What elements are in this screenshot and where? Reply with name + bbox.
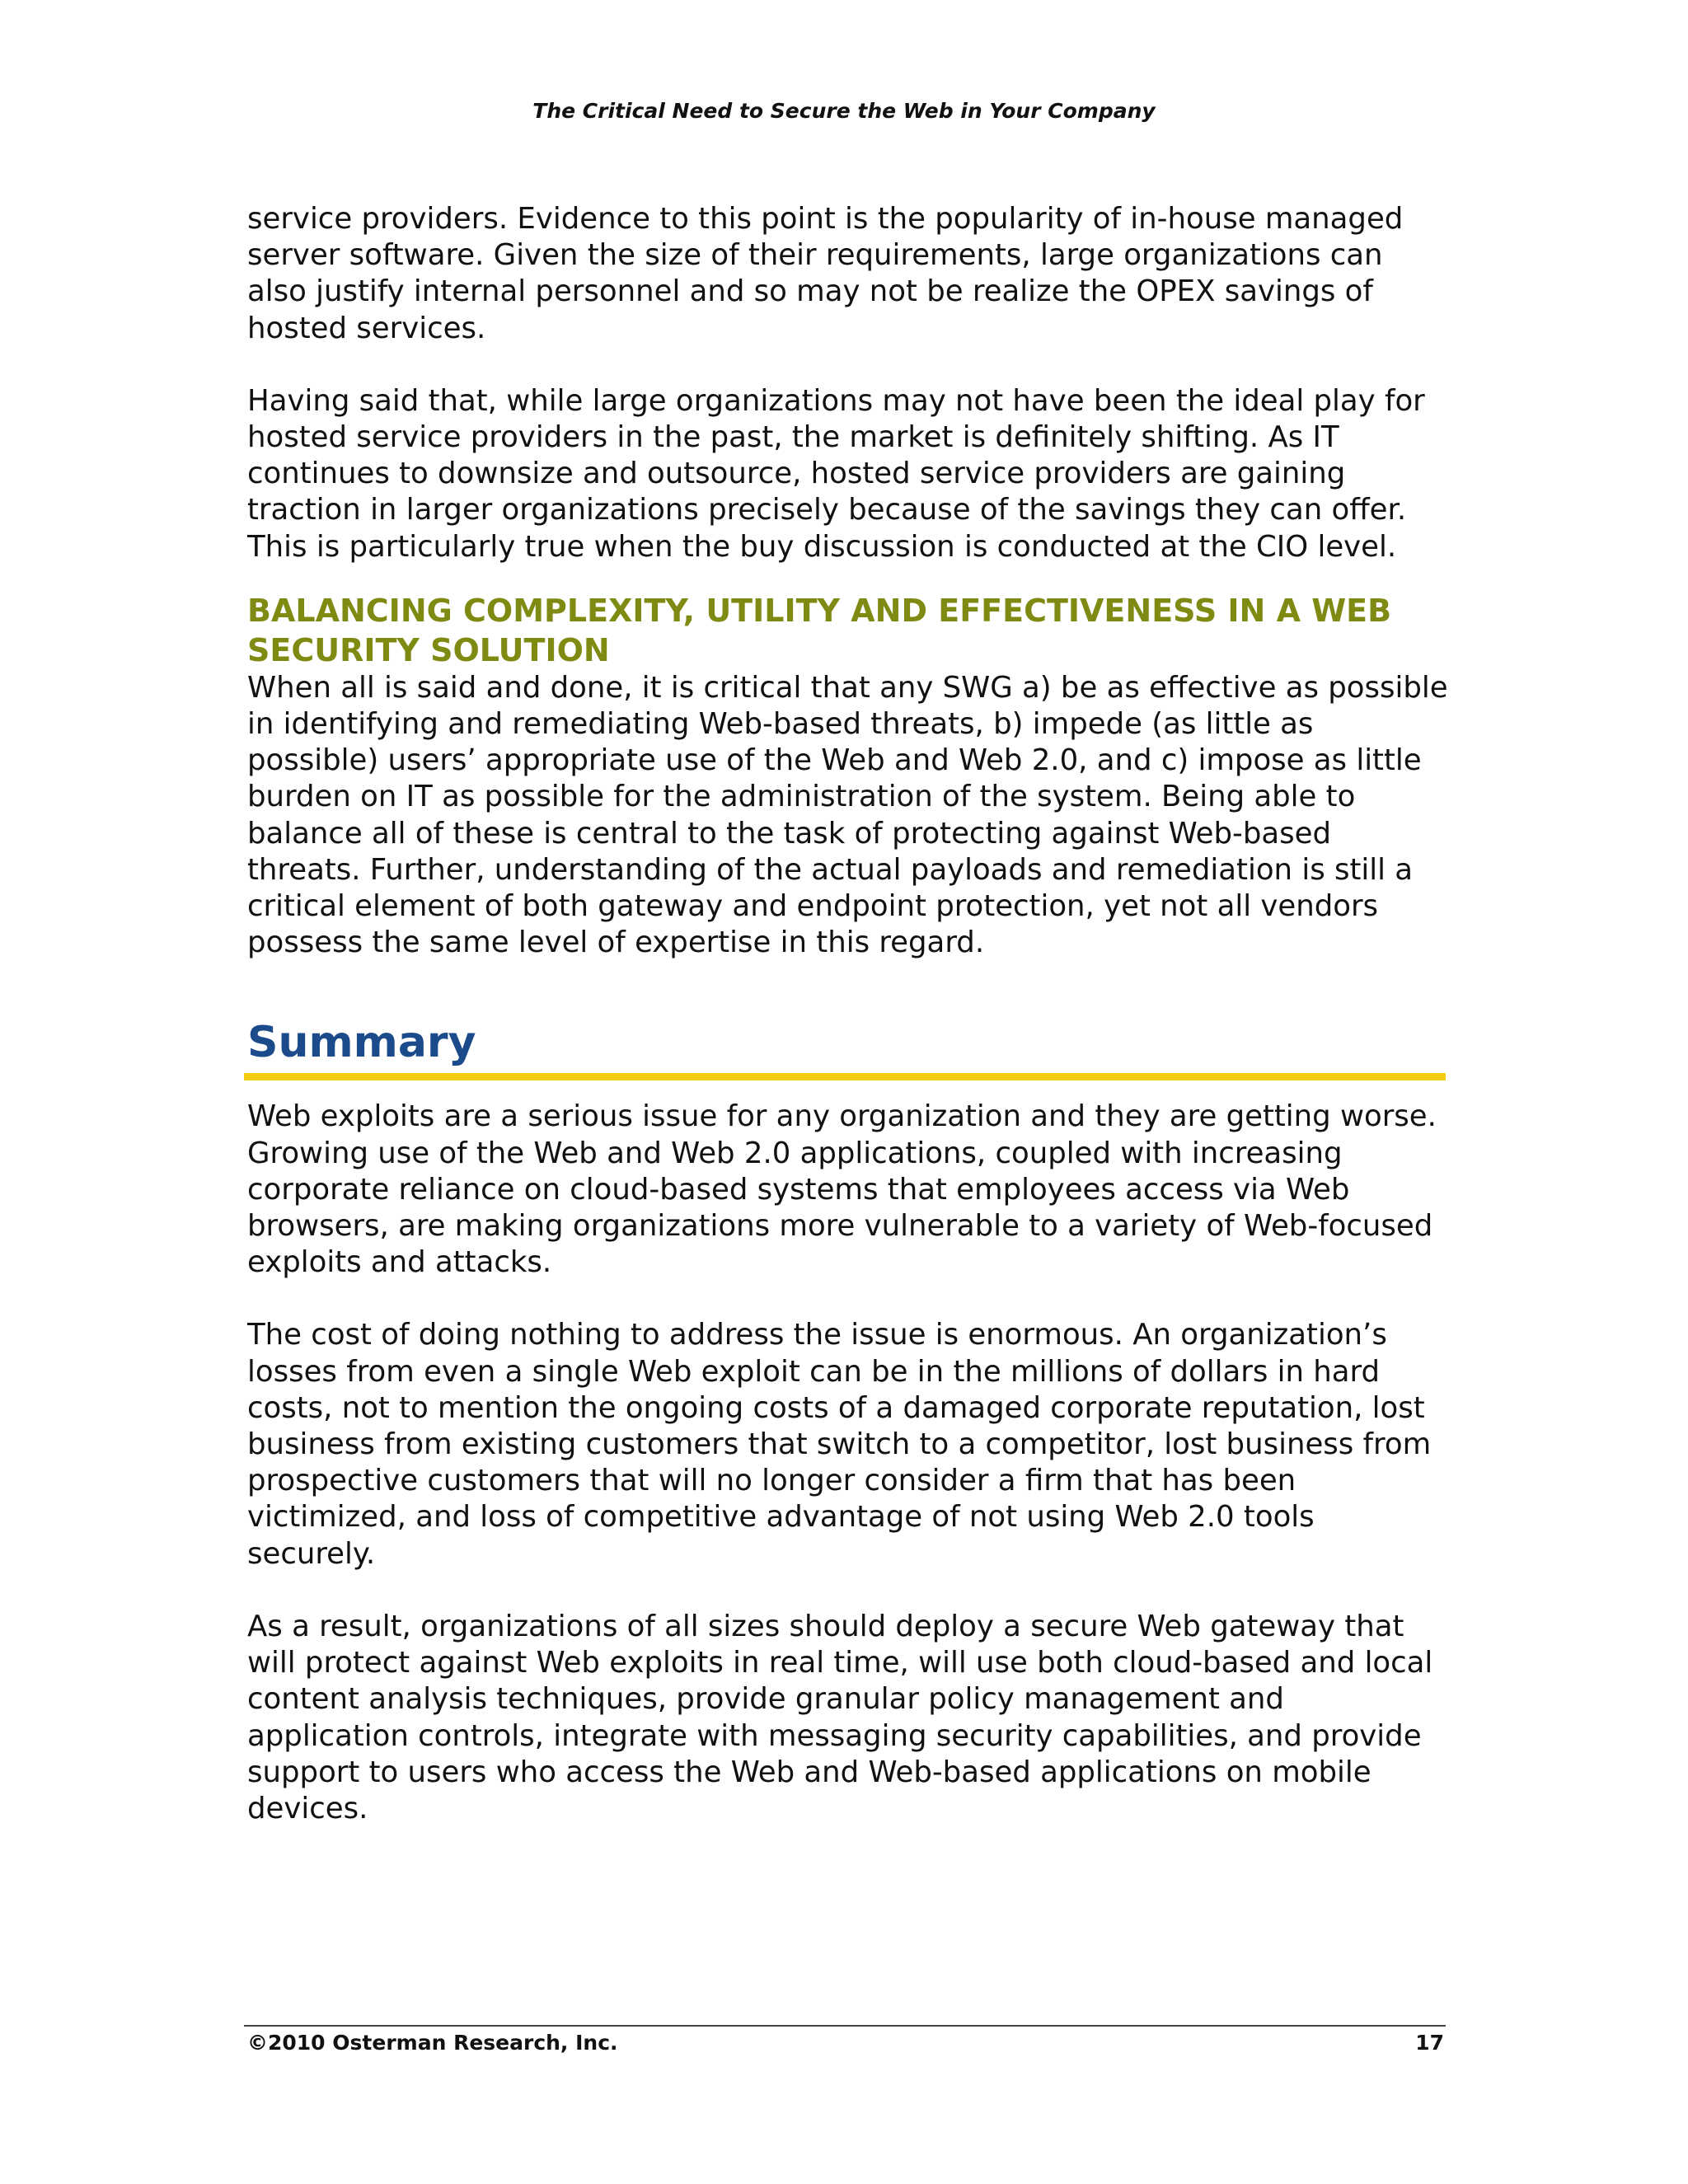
page-content [247,201,1451,1827]
paragraph-gap [247,1281,1451,1317]
footer-copyright: ©2010 Osterman Research, Inc. [247,2031,618,2055]
page-footer [247,2031,1444,2055]
paragraph-gap [247,347,1451,383]
summary-divider [244,1073,1446,1080]
summary-paragraph-3: As a result, organizations of all sizes should deploy a secure Web gateway that will protect against Web exploits in real time, will use both cloud-based and local content analysis techniques, provide granular policy management and application controls, integrate with messaging security capabilities, and provide support to users who access the Web and Web-based applications on mobile devices. [247,1609,1433,1825]
running-header: The Critical Need to Secure the Web in Your Company [532,99,1156,123]
summary-paragraph-1: Web exploits are a serious issue for any organization and they are getting worse. Growing use of the Web and Web 2.0 applications, coupled with increasing corporate reliance on cloud-based systems that employees access via Web browsers, are making organizations more vulnerable to a variety of Web-focused exploits and attacks. [247,1099,1437,1280]
body-paragraph-2: Having said that, while large organizations may not have been the ideal play for hosted service providers in the past, the market is definitely shifting. As IT continues to downsize and outsource, hosted service providers are gaining traction in larger organizations precisely because of the savings they can offer. This is particularly true when the buy discussion is conducted at the CIO level. [247,383,1425,564]
balancing-paragraph: When all is said and done, it is critical that any SWG a) be as effective as possible in identifying and remediating Web-based threats, b) impede (as little as possible) users’ appropriate use of the Web and Web 2.0, and c) impose as little burden on IT as possible for the administration of the system. Being able to balance all of these is central to the task of protecting against Web-based threats. Further, understanding of the actual payloads and remediation is still a critical element of both gateway and endpoint protection, yet not all vendors possess the same level of expertise in this regard. [247,670,1448,960]
paragraph-gap [247,1572,1451,1609]
footer-divider [244,2025,1446,2027]
summary-heading: Summary [247,1018,476,1068]
body-paragraph-1: service providers. Evidence to this point is the popularity of in-house managed server software. Given the size of their requirements, large organizations can also justify internal personnel and so may not be realize the OPEX savings of hosted services. [247,202,1404,345]
page-number: 17 [1415,2031,1444,2055]
summary-paragraph-2: The cost of doing nothing to address the issue is enormous. An organization’s losses from even a single Web exploit can be in the millions of dollars in hard costs, not to mention the ongoing costs of a damaged corporate reputation, lost business from existing customers that switch to a competitor, lost business from prospective customers that will no longer consider a firm that has been victimized, and loss of competitive advantage of not using Web 2.0 tools securely. [247,1318,1432,1571]
section-subheading: BALANCING COMPLEXITY, UTILITY AND EFFECTIVENESS IN A WEB SECURITY SOLUTION [247,592,1392,668]
